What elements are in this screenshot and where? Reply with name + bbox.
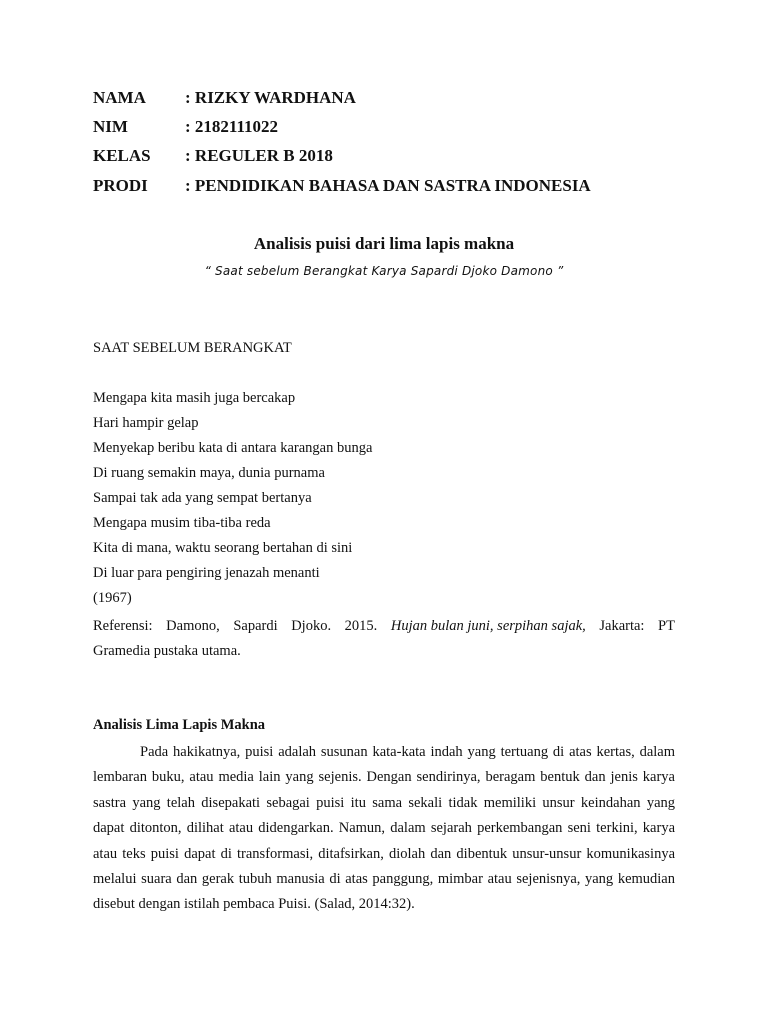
poem-line: Mengapa musim tiba-tiba reda [93, 515, 271, 531]
identity-value: : REGULER B 2018 [185, 146, 333, 165]
identity-row-kelas [93, 146, 333, 166]
identity-value: : PENDIDIKAN BAHASA DAN SASTRA INDONESIA [185, 176, 591, 195]
reference-publisher: Gramedia pustaka utama. [93, 643, 241, 659]
identity-row-nama [93, 88, 356, 108]
identity-label: KELAS [93, 146, 151, 165]
identity-label: NIM [93, 117, 128, 136]
poem-year: (1967) [93, 590, 132, 606]
poem-line: Di ruang semakin maya, dunia purnama [93, 465, 325, 481]
identity-value: : 2182111022 [185, 117, 279, 136]
section-paragraph: Pada hakikatnya, puisi adalah susunan kata-kata indah yang tertuang di atas kertas, dalam lembaran buku, atau media lain yang sejenis. Dengan sendirinya, beragam bentuk dan jenis karya sastra yang telah disepakati sebagai puisi itu sama sekali tidak memiliki unsur keindahan yang dapat ditonton, dilihat atau didengarkan. Namun, dalam sejarah perkembangan seni terkini, karya atau teks puisi dapat di transformasi, ditafsirkan, diolah dan dibentuk unsur-unsur komunikasinya melalui suara dan gerak tubuh manusia di atas panggung, mimbar atau sejenisnya, yang kemudian disebut dengan istilah pembaca Puisi. (Salad, 2014:32). [93, 744, 675, 913]
poem-lines [93, 389, 372, 614]
section-heading: Analisis Lima Lapis Makna [93, 717, 266, 733]
poem-line: Di luar para pengiring jenazah menanti [93, 565, 320, 581]
reference [93, 614, 675, 664]
reference-pt: PT [658, 618, 675, 634]
poem-line: Sampai tak ada yang sempat bertanya [93, 490, 312, 506]
identity-row-prodi [93, 176, 591, 196]
reference-prefix: Referensi: [93, 618, 153, 634]
reference-year: 2015. [344, 618, 378, 634]
identity-row-nim [93, 117, 278, 137]
poem-line: Hari hampir gelap [93, 415, 199, 431]
poem-line: Kita di mana, waktu seorang bertahan di sini [93, 540, 353, 556]
document-subtitle: “ Saat sebelum Berangkat Karya Sapardi Djoko Damono ” [204, 264, 564, 278]
reference-line-1 [93, 614, 675, 639]
poem-line: Mengapa kita masih juga bercakap [93, 390, 296, 406]
reference-author: Damono, [166, 618, 220, 634]
identity-label: NAMA [93, 88, 146, 107]
poem-line: Menyekap beribu kata di antara karangan bunga [93, 440, 373, 456]
poem-title: SAAT SEBELUM BERANGKAT [93, 340, 292, 356]
identity-value: : RIZKY WARDHANA [185, 88, 356, 107]
reference-author: Sapardi [233, 618, 278, 634]
reference-book-title: Hujan bulan juni, serpihan sajak, [390, 618, 586, 634]
identity-label: PRODI [93, 176, 148, 195]
document-title: Analisis puisi dari lima lapis makna [253, 234, 515, 253]
reference-place: Jakarta: [599, 618, 645, 634]
reference-author: Djoko. [291, 618, 332, 634]
